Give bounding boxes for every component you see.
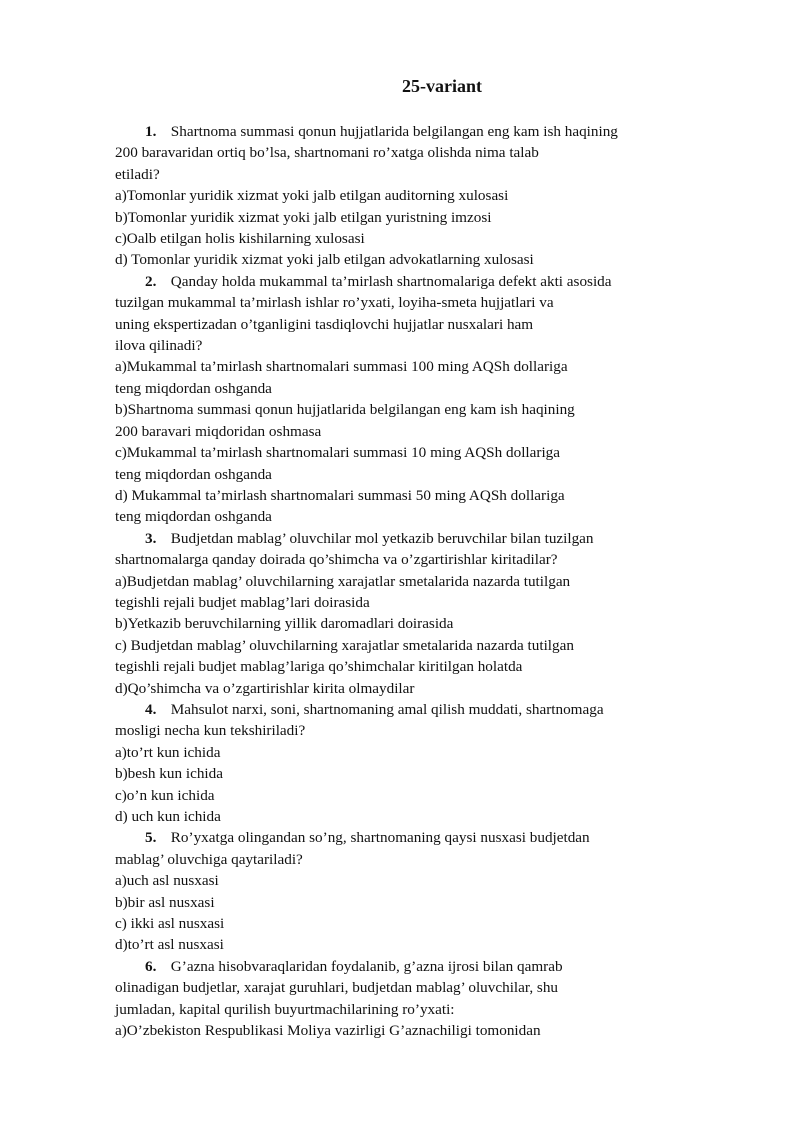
answer-option (115, 913, 685, 934)
answer-option-text: b)Tomonlar yuridik xizmat yoki jalb etilgan yuristning imzosi (115, 208, 492, 226)
answer-option (115, 185, 685, 206)
question-text: 200 baravaridan ortiq bo’lsa, shartnomani ro’xatga olishda nima talab (115, 144, 539, 162)
answer-option (115, 356, 685, 399)
question-text: etiladi? (115, 165, 160, 183)
question-6 (115, 956, 685, 1020)
answer-option (115, 870, 685, 891)
question-text: G’azna hisobvaraqlaridan foydalanib, g’azna ijrosi bilan qamrab (170, 957, 563, 975)
answer-option (115, 207, 685, 228)
answer-option-text: c)o’n kun ichida (115, 786, 215, 804)
answer-option-text: a)uch asl nusxasi (115, 872, 219, 890)
answer-option-text: c)Oalb etilgan holis kishilarning xulosasi (115, 230, 365, 248)
answer-option-text: d) Tomonlar yuridik xizmat yoki jalb etilgan advokatlarning xulosasi (115, 251, 534, 269)
question-text: tuzilgan mukammal ta’mirlash ishlar ro’yxati, loyiha-smeta hujjatlari va (115, 294, 554, 312)
answer-option (115, 635, 685, 678)
answer-option (115, 442, 685, 485)
answer-option (115, 742, 685, 763)
answer-option-text: teng miqdordan oshganda (115, 465, 272, 483)
answer-option-text: d) Mukammal ta’mirlash shartnomalari summasi 50 ming AQSh dollariga (115, 486, 565, 504)
answer-option-text: tegishli rejali budjet mablag’lari doirasida (115, 593, 370, 611)
question-text: Shartnoma summasi qonun hujjatlarida belgilangan eng kam ish haqining (170, 123, 618, 140)
answer-option (115, 613, 685, 634)
question-number: 3. (145, 529, 157, 547)
question-text: Mahsulot narxi, soni, shartnomaning amal qilish muddati, shartnomaga (170, 700, 604, 718)
question-number: 1. (145, 123, 157, 140)
question-number: 4. (145, 700, 157, 718)
question-text: Budjetdan mablag’ oluvchilar mol yetkazib beruvchilar bilan tuzilgan (170, 529, 594, 547)
answer-option (115, 806, 685, 827)
answer-option (115, 934, 685, 955)
answer-option-text: a)Mukammal ta’mirlash shartnomalari summasi 100 ming AQSh dollariga (115, 358, 568, 376)
answer-option-text: 200 baravari miqdoridan oshmasa (115, 422, 322, 440)
page-title: 25-variant (402, 76, 482, 96)
answer-option (115, 763, 685, 784)
question-2 (115, 271, 685, 357)
answer-option-text: d)Qo’shimcha va o’zgartirishlar kirita olmaydilar (115, 679, 415, 697)
question-text: ilova qilinadi? (115, 337, 203, 355)
answer-option (115, 399, 685, 442)
question-text: Ro’yxatga olingandan so’ng, shartnomaning qaysi nusxasi budjetdan (170, 829, 590, 847)
question-1 (115, 121, 685, 185)
answer-option (115, 485, 685, 528)
answer-option (115, 228, 685, 249)
answer-option-text: d)to’rt asl nusxasi (115, 936, 224, 954)
question-number: 6. (145, 957, 157, 975)
answer-option (115, 678, 685, 699)
answer-option-text: a)Budjetdan mablag’ oluvchilarning xarajatlar smetalarida nazarda tutilgan (115, 572, 571, 590)
answer-option-text: b)Yetkazib beruvchilarning yillik daromadlari doirasida (115, 615, 454, 633)
question-text: mablag’ oluvchiga qaytariladi? (115, 850, 303, 868)
question-number: 2. (145, 272, 157, 290)
answer-option (115, 1020, 685, 1041)
answer-option-text: teng miqdordan oshganda (115, 508, 272, 526)
answer-option-text: b)besh kun ichida (115, 765, 223, 783)
question-5 (115, 827, 685, 870)
answer-option-text: a)O’zbekiston Respublikasi Moliya vazirligi G’aznachiligi tomonidan (115, 1022, 541, 1040)
question-text: Qanday holda mukammal ta’mirlash shartnomalariga defekt akti asosida (170, 272, 612, 290)
question-text: jumladan, kapital qurilish buyurtmachilarining ro’yxati: (115, 1000, 455, 1018)
answer-option-text: b)Shartnoma summasi qonun hujjatlarida belgilangan eng kam ish haqining (115, 401, 575, 419)
questions-list (115, 121, 685, 1041)
answer-option (115, 571, 685, 614)
answer-option-text: a)to’rt kun ichida (115, 743, 221, 761)
answer-option (115, 892, 685, 913)
answer-option-text: c) ikki asl nusxasi (115, 915, 225, 933)
question-text: shartnomalarga qanday doirada qo’shimcha va o’zgartirishlar kiritadilar? (115, 551, 558, 569)
question-text: mosligi necha kun tekshiriladi? (115, 722, 306, 740)
answer-option (115, 249, 685, 270)
question-4 (115, 699, 685, 742)
answer-option-text: d) uch kun ichida (115, 808, 221, 825)
answer-option-text: b)bir asl nusxasi (115, 893, 215, 911)
answer-option (115, 785, 685, 806)
question-text: uning ekspertizadan o’tganligini tasdiqlovchi hujjatlar nusxalari ham (115, 315, 534, 333)
answer-option-text: a)Tomonlar yuridik xizmat yoki jalb etilgan auditorning xulosasi (115, 187, 509, 205)
answer-option-text: c) Budjetdan mablag’ oluvchilarning xarajatlar smetalarida nazarda tutilgan (115, 636, 574, 654)
answer-option-text: c)Mukammal ta’mirlash shartnomalari summasi 10 ming AQSh dollariga (115, 444, 560, 462)
answer-option-text: teng miqdordan oshganda (115, 379, 272, 397)
question-text: olinadigan budjetlar, xarajat guruhlari, budjetdan mablag’ oluvchilar, shu (115, 979, 559, 997)
answer-option-text: tegishli rejali budjet mablag’lariga qo’shimchalar kiritilgan holatda (115, 658, 523, 676)
question-number: 5. (145, 829, 157, 847)
question-3 (115, 528, 685, 571)
